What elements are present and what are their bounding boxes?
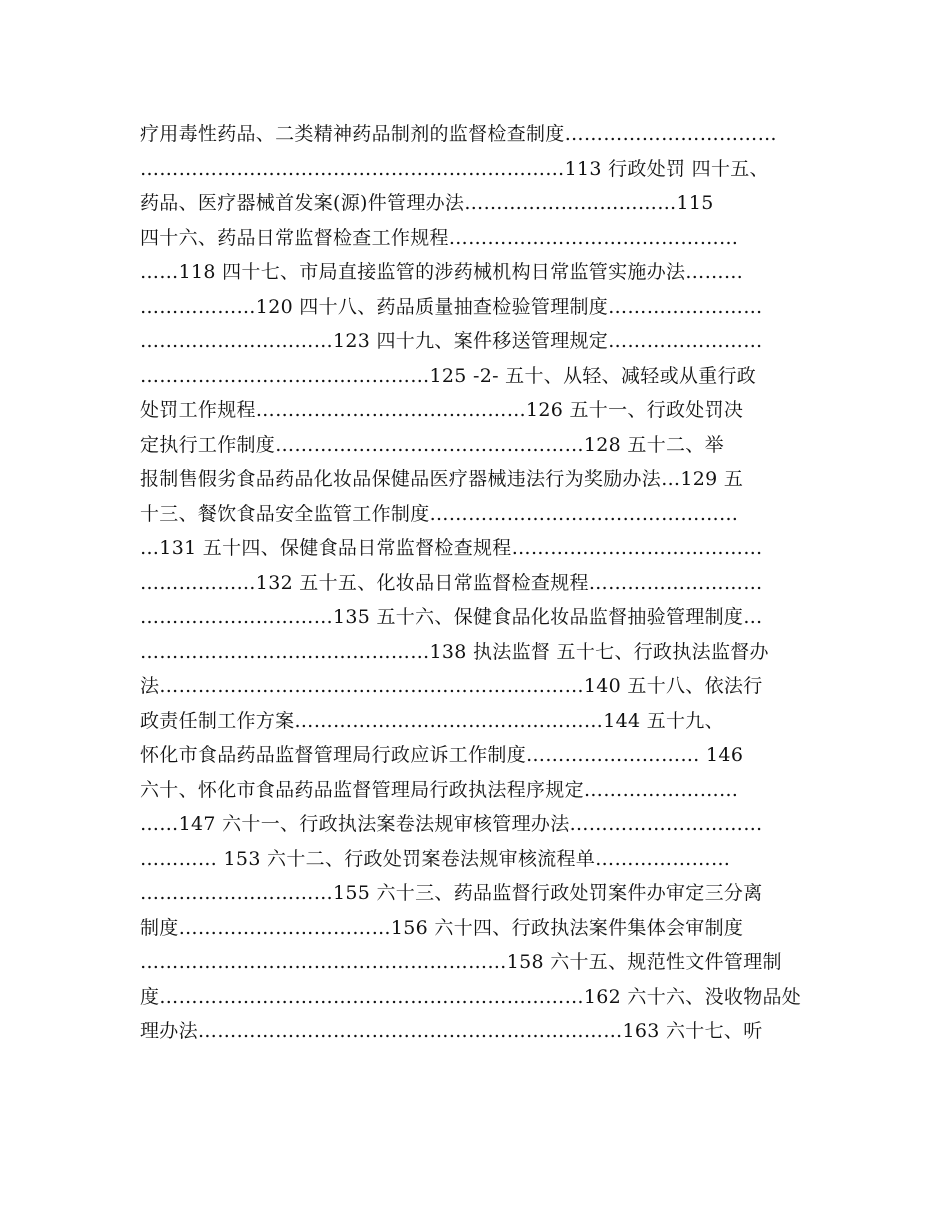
toc-line: 报制售假劣食品药品化妆品保健品医疗器械违法行为奖励办法…129 五 (140, 468, 744, 490)
toc-line: ……147 六十一、行政执法案卷法规审核管理办法………………………… (140, 813, 763, 835)
toc-line: 处罚工作规程……………………………………126 五十一、行政处罚决 (140, 399, 744, 421)
toc-line: ……118 四十七、市局直接监管的涉药械机构日常监管实施办法……… (140, 261, 744, 283)
toc-line: 理办法…………………………………………………………163 六十七、听 (140, 1020, 763, 1042)
toc-line: ………………………………………125 -2- 五十、从轻、减轻或从重行政 (140, 364, 757, 387)
toc-line: …131 五十四、保健食品日常监督检查规程………………………………… (140, 537, 763, 559)
toc-line: ………………120 四十八、药品质量抽查检验管理制度…………………… (140, 295, 763, 318)
toc-line: 怀化市食品药品监督管理局行政应诉工作制度……………………… 146 (140, 744, 744, 766)
toc-line: …………………………135 五十六、保健食品化妆品监督抽验管理制度… (140, 606, 763, 628)
toc-line: …………………………………………………………113 行政处罚 四十五、 (140, 157, 769, 180)
table-of-contents (140, 117, 820, 1049)
toc-line: ………………132 五十五、化妆品日常监督检查规程……………………… (140, 571, 763, 594)
toc-line: 六十、怀化市食品药品监督管理局行政执法程序规定…………………… (140, 778, 739, 801)
toc-line: 政责任制工作方案…………………………………………144 五十九、 (140, 709, 724, 732)
toc-line: …………………………………………………158 六十五、规范性文件管理制 (140, 951, 782, 973)
toc-line: ………………………………………138 执法监督 五十七、行政执法监督办 (140, 640, 769, 663)
toc-line: 药品、医疗器械首发案(源)件管理办法……………………………115 (140, 192, 714, 214)
toc-line: 十三、餐饮食品安全监管工作制度………………………………………… (140, 502, 739, 525)
toc-line: 定执行工作制度…………………………………………128 五十二、举 (140, 433, 724, 456)
toc-line: 度…………………………………………………………162 六十六、没收物品处 (140, 985, 802, 1008)
toc-line: …………………………155 六十三、药品监督行政处罚案件办审定三分离 (140, 882, 763, 904)
toc-line: 制度……………………………156 六十四、行政执法案件集体会审制度 (140, 916, 744, 939)
toc-line: ………… 153 六十二、行政处罚案卷法规审核流程单………………… (140, 847, 731, 870)
toc-line: 法…………………………………………………………140 五十八、依法行 (140, 675, 763, 697)
toc-line: …………………………123 四十九、案件移送管理规定…………………… (140, 330, 763, 352)
toc-line: 四十六、药品日常监督检查工作规程……………………………………… (140, 226, 739, 249)
toc-line: 疗用毒性药品、二类精神药品制剂的监督检查制度…………………………… (140, 123, 777, 145)
